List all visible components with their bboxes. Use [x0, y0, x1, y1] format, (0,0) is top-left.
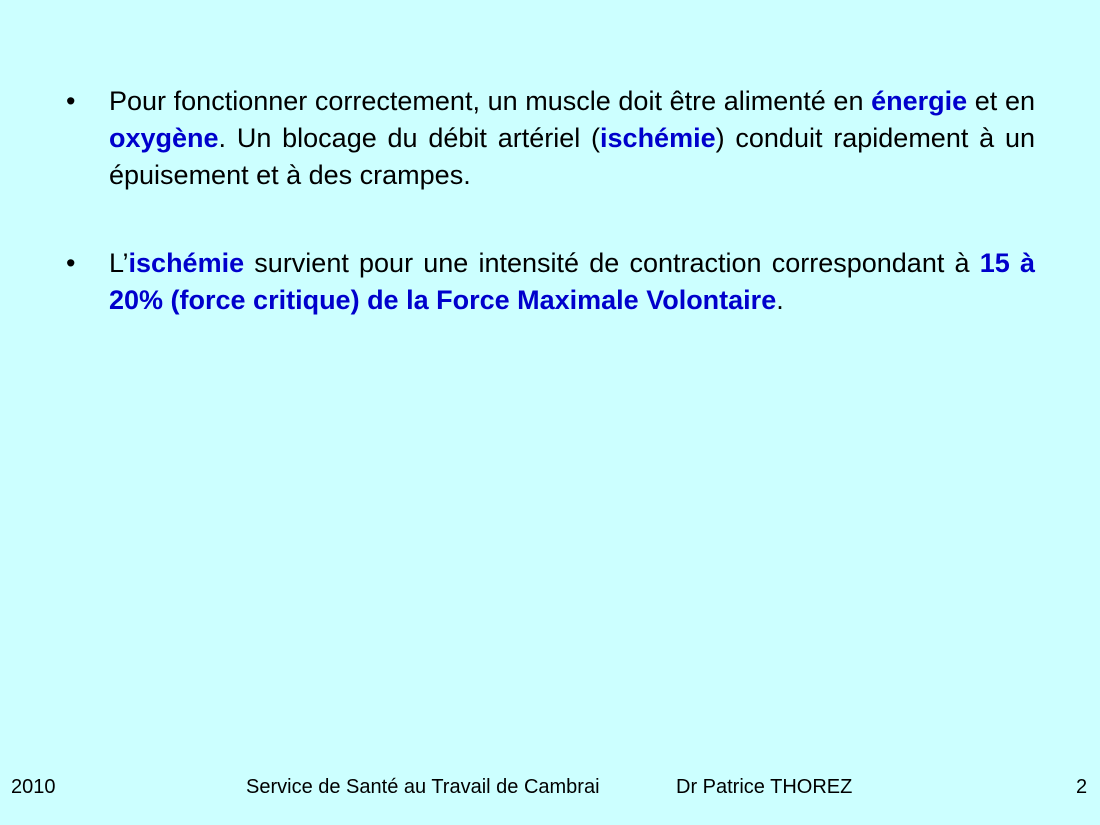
footer-author: Dr Patrice THOREZ	[676, 776, 853, 798]
bullet-marker: •	[66, 248, 76, 278]
text-segment: . Un blocage du débit artériel (	[218, 123, 601, 153]
highlight-ischemie: ischémie	[600, 123, 716, 153]
bullet-text	[109, 248, 1035, 315]
text-segment: survient pour une intensité de contraction correspondant à	[244, 248, 980, 278]
slide-body	[62, 83, 1035, 319]
highlight-oxygene: oxygène	[109, 123, 219, 153]
bullet-item-muscle-energy	[62, 83, 1035, 194]
bullet-marker: •	[66, 86, 76, 116]
text-segment: L’	[109, 248, 129, 278]
footer-page-number: 2	[1076, 776, 1088, 798]
highlight-ischemie: ischémie	[128, 248, 245, 278]
bullet-text	[109, 86, 1035, 190]
highlight-energie: énergie	[871, 86, 968, 116]
highlight-force-critique: 15 à 20% (force critique) de la Force Maximale Volontaire	[109, 248, 1035, 315]
text-segment: .	[776, 285, 784, 315]
bullet-item-ischemie-threshold	[62, 245, 1035, 319]
footer-year: 2010	[11, 776, 56, 798]
text-segment: Pour fonctionner correctement, un muscle doit être alimenté en	[109, 86, 872, 116]
footer-organization: Service de Santé au Travail de Cambrai	[246, 776, 600, 798]
text-segment: ) conduit rapidement à un épuisement et à des crampes.	[109, 123, 1035, 190]
text-segment: et en	[967, 86, 1035, 116]
